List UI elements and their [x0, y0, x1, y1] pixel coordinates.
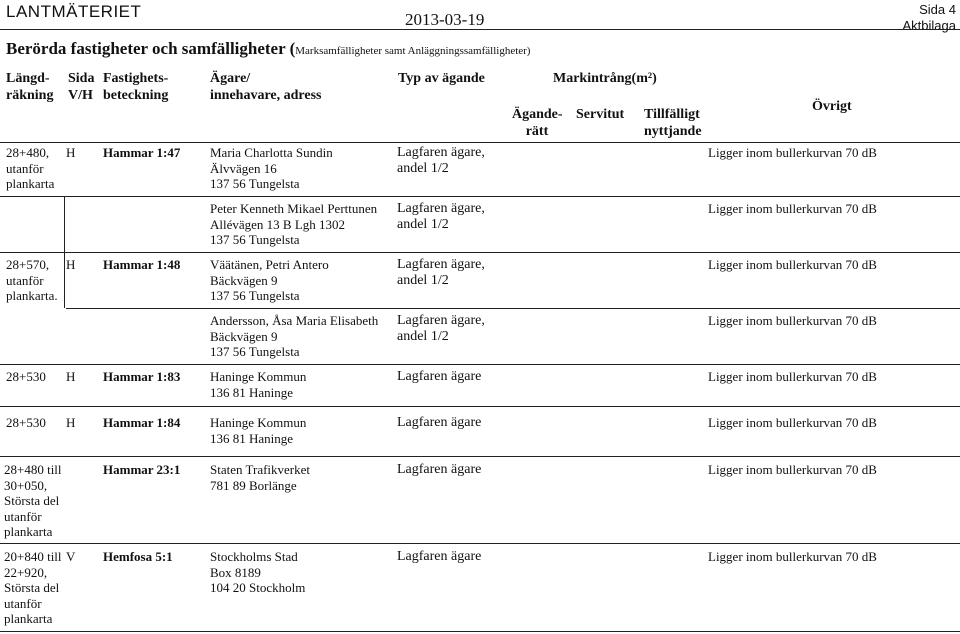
row-3-ovrigt: Ligger inom bullerkurvan 70 dB	[708, 257, 877, 272]
row-5-ovrigt: Ligger inom bullerkurvan 70 dB	[708, 369, 877, 384]
table-bottom-line	[0, 631, 960, 632]
col-header-typ: Typ av ägande	[398, 71, 485, 86]
row-5-sida: H	[66, 369, 76, 384]
document-date: 2013-03-19	[405, 10, 485, 29]
row-4-agare: Andersson, Åsa Maria Elisabeth Bäckvägen 9 137 56 Tungelsta	[210, 313, 379, 359]
row-5-fastighet: Hammar 1:83	[103, 369, 181, 384]
row-6-fastighet: Hammar 1:84	[103, 415, 181, 430]
row-divider	[66, 308, 960, 309]
row-1-agare: Maria Charlotta Sundin Älvvägen 16 137 56 Tungelsta	[210, 145, 333, 191]
row-1-fastighet: Hammar 1:47	[103, 145, 181, 160]
row-6-ovrigt: Ligger inom bullerkurvan 70 dB	[708, 415, 877, 430]
row-7-ovrigt: Ligger inom bullerkurvan 70 dB	[708, 462, 877, 477]
row-divider	[0, 364, 960, 365]
brand-name: LANTMÄTERIET	[6, 2, 142, 21]
page-number: Sida 4	[919, 2, 956, 17]
col-header-langd: Längd- räkning	[6, 71, 54, 103]
row-2-typ: Lagfaren ägare, andel 1/2	[397, 201, 485, 232]
row-1-ovrigt: Ligger inom bullerkurvan 70 dB	[708, 145, 877, 160]
col-header-agande: Ägande- rätt	[512, 107, 563, 139]
row-divider	[0, 196, 960, 197]
col-header-tillfalligt: Tillfälligt nyttjande	[644, 107, 702, 139]
row-1-typ: Lagfaren ägare, andel 1/2	[397, 145, 485, 176]
row-1-sida: H	[66, 145, 76, 160]
row-3-typ: Lagfaren ägare, andel 1/2	[397, 257, 485, 288]
row-7-fastighet: Hammar 23:1	[103, 462, 181, 477]
row-5-typ: Lagfaren ägare	[397, 369, 482, 384]
row-8-agare: Stockholms Stad Box 8189 104 20 Stockholm	[210, 549, 306, 595]
row-8-sida: V	[66, 549, 76, 564]
row-4-ovrigt: Ligger inom bullerkurvan 70 dB	[708, 313, 877, 328]
row-1-langd: 28+480, utanför plankarta	[6, 145, 55, 191]
row-2-agare: Peter Kenneth Mikael Perttunen Allévägen 13 B Lgh 1302 137 56 Tungelsta	[210, 201, 378, 247]
row-5-langd: 28+530	[6, 369, 46, 384]
row-8-typ: Lagfaren ägare	[397, 549, 482, 564]
row-divider	[0, 406, 960, 407]
row-6-langd: 28+530	[6, 415, 46, 430]
header-divider	[0, 29, 960, 30]
row-4-typ: Lagfaren ägare, andel 1/2	[397, 313, 485, 344]
col-header-ovrigt: Övrigt	[812, 99, 852, 114]
col-header-agare: Ägare/ innehavare, adress	[210, 71, 322, 103]
row-3-sida: H	[66, 257, 76, 272]
col-header-servitut: Servitut	[576, 107, 625, 122]
row-8-fastighet: Hemfosa 5:1	[103, 549, 173, 564]
title-main: Berörda fastigheter och samfälligheter (	[6, 39, 296, 58]
row-3-agare: Väätänen, Petri Antero Bäckvägen 9 137 56 Tungelsta	[210, 257, 329, 303]
row-8-ovrigt: Ligger inom bullerkurvan 70 dB	[708, 549, 877, 564]
page-title	[6, 39, 530, 59]
section-label: Aktbilaga	[902, 18, 956, 33]
row-7-langd: 28+480 till 30+050, Största del utanför plankarta	[4, 462, 62, 539]
row-divider	[0, 543, 960, 544]
row-7-typ: Lagfaren ägare	[397, 462, 482, 477]
col-header-markintrang: Markintrång(m²)	[553, 71, 657, 86]
row-6-sida: H	[66, 415, 76, 430]
row-divider	[0, 456, 960, 457]
row-7-agare: Staten Trafikverket 781 89 Borlänge	[210, 462, 311, 493]
row-8-langd: 20+840 till 22+920, Största del utanför plankarta	[4, 549, 62, 626]
row-2-ovrigt: Ligger inom bullerkurvan 70 dB	[708, 201, 877, 216]
row-3-fastighet: Hammar 1:48	[103, 257, 181, 272]
header-bottom-line	[0, 142, 960, 143]
row-6-typ: Lagfaren ägare	[397, 415, 482, 430]
column-divider	[64, 196, 65, 308]
title-sub: Marksamfälligheter samt Anläggningssamfälligheter)	[295, 45, 531, 57]
col-header-sida: Sida V/H	[68, 71, 95, 103]
col-header-fastighet: Fastighets- beteckning	[103, 71, 169, 103]
row-5-agare: Haninge Kommun 136 81 Haninge	[210, 369, 307, 400]
row-6-agare: Haninge Kommun 136 81 Haninge	[210, 415, 307, 446]
row-3-langd: 28+570, utanför plankarta.	[6, 257, 58, 303]
row-divider	[0, 252, 960, 253]
